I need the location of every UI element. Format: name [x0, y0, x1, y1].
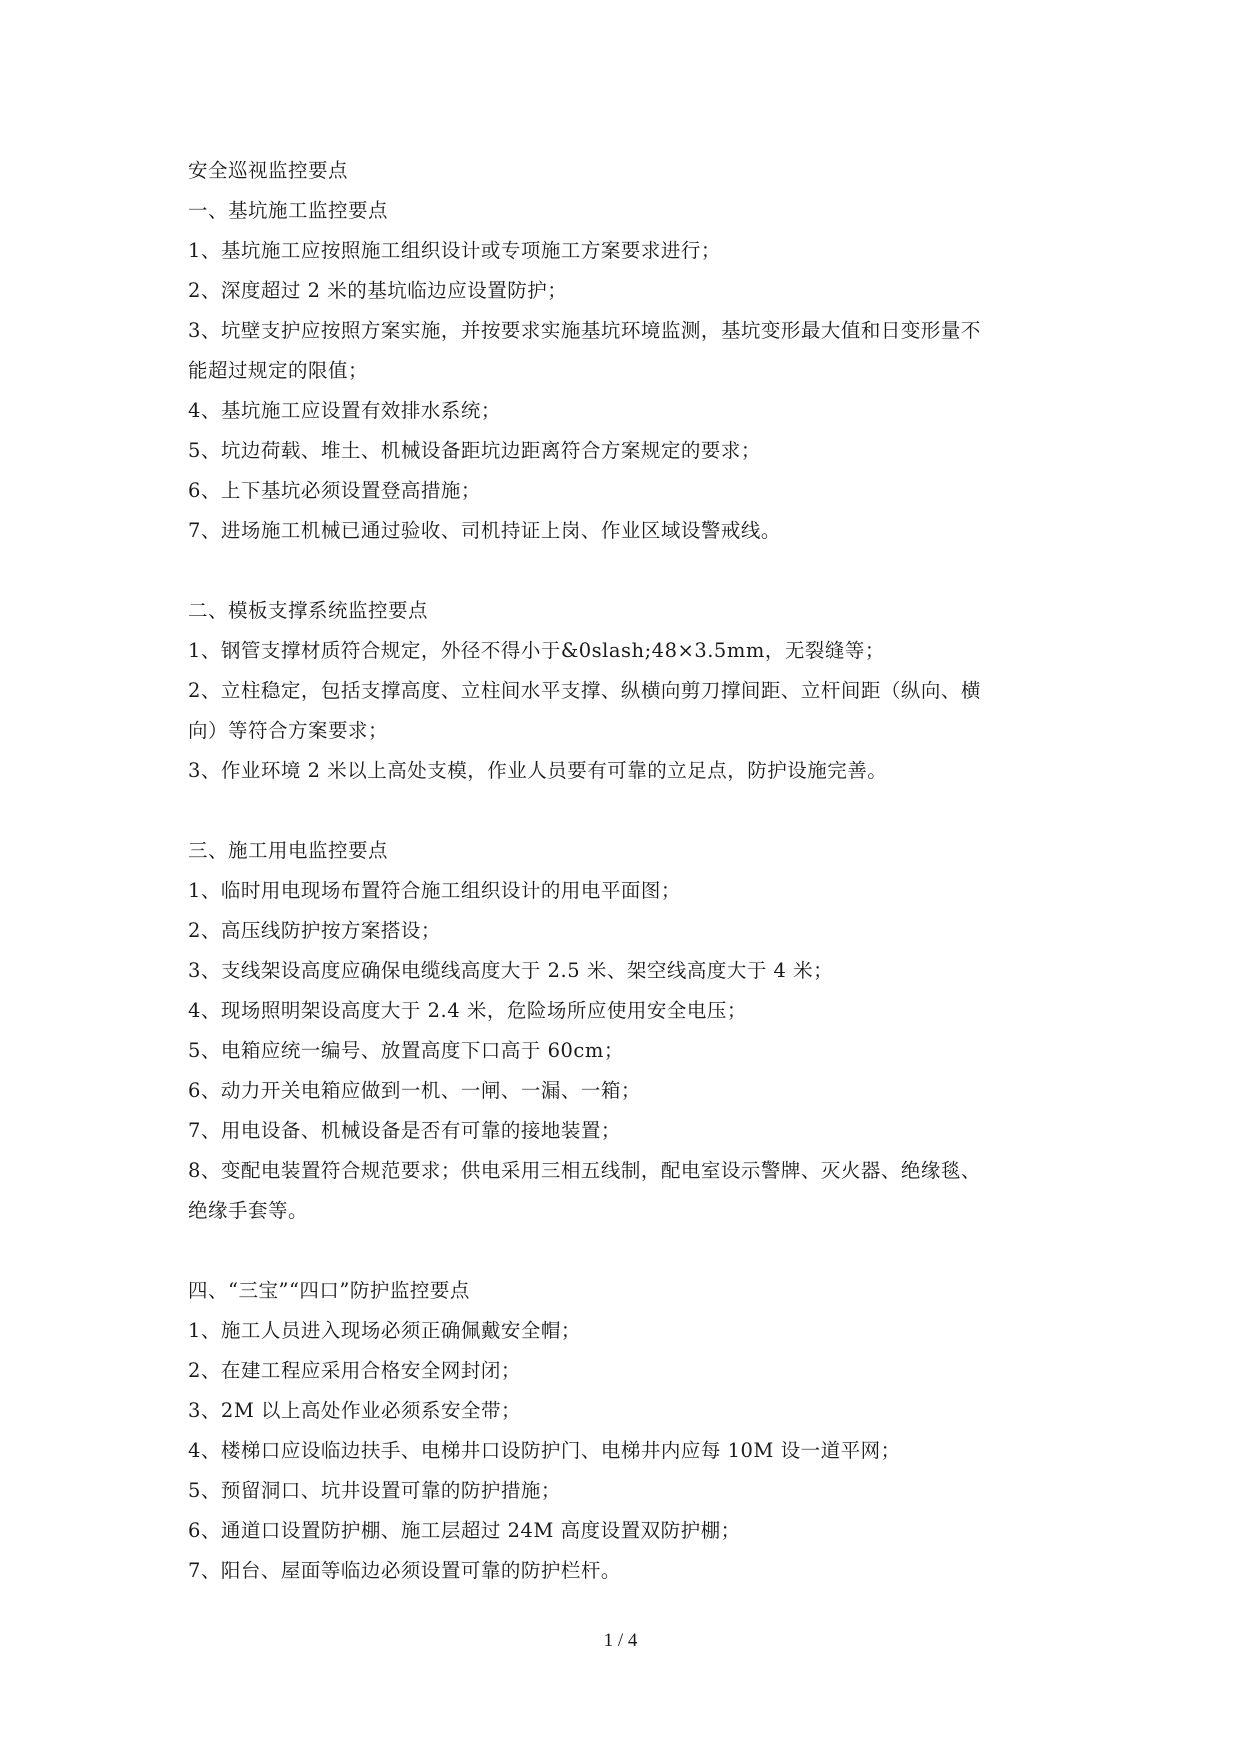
list-item: 5、预留洞口、坑井设置可靠的防护措施； — [188, 1479, 561, 1502]
list-item: 3、2M 以上高处作业必须系安全带； — [188, 1399, 521, 1422]
list-item: 6、通道口设置防护棚、施工层超过 24M 高度设置双防护棚； — [188, 1519, 741, 1542]
list-item-continuation: 向）等符合方案要求； — [188, 719, 389, 742]
list-item: 8、变配电装置符合规范要求；供电采用三相五线制，配电室设示警牌、灭火器、绝缘毯、 — [188, 1159, 981, 1182]
section-formwork-support — [188, 591, 1058, 791]
list-item-continuation: 绝缘手套等。 — [188, 1199, 309, 1222]
page-number: 1 / 4 — [603, 1630, 638, 1651]
list-item: 7、阳台、屋面等临边必须设置可靠的防护栏杆。 — [188, 1559, 621, 1582]
section-heading: 四、“三宝”“四口”防护监控要点 — [188, 1279, 470, 1302]
section-construction-electricity — [188, 831, 1058, 1231]
section-three-treasures-four-openings — [188, 1271, 1058, 1591]
list-item: 3、作业环境 2 米以上高处支模，作业人员要有可靠的立足点，防护设施完善。 — [188, 759, 888, 782]
list-item: 1、钢管支撑材质符合规定，外径不得小于&0slash;48×3.5mm，无裂缝等； — [188, 639, 885, 662]
section-heading: 一、基坑施工监控要点 — [188, 199, 389, 222]
section-spacer — [188, 551, 1058, 591]
list-item: 1、基坑施工应按照施工组织设计或专项施工方案要求进行； — [188, 239, 721, 262]
list-item: 6、动力开关电箱应做到一机、一闸、一漏、一箱； — [188, 1079, 641, 1102]
list-item: 6、上下基坑必须设置登高措施； — [188, 479, 481, 502]
list-item: 5、坑边荷载、堆土、机械设备距坑边距离符合方案规定的要求； — [188, 439, 761, 462]
list-item: 1、临时用电现场布置符合施工组织设计的用电平面图； — [188, 879, 681, 902]
section-spacer — [188, 1231, 1058, 1271]
list-item: 2、在建工程应采用合格安全网封闭； — [188, 1359, 521, 1382]
document-body — [188, 151, 1058, 1591]
list-item: 2、高压线防护按方案搭设； — [188, 919, 441, 942]
list-item: 4、楼梯口应设临边扶手、电梯井口设防护门、电梯井内应每 10M 设一道平网； — [188, 1439, 901, 1462]
list-item: 7、用电设备、机械设备是否有可靠的接地装置； — [188, 1119, 621, 1142]
list-item: 1、施工人员进入现场必须正确佩戴安全帽； — [188, 1319, 581, 1342]
list-item: 3、坑壁支护应按照方案实施，并按要求实施基坑环境监测，基坑变形最大值和日变形量不 — [188, 319, 981, 342]
section-foundation-pit — [188, 191, 1058, 551]
section-heading: 二、模板支撑系统监控要点 — [188, 599, 429, 622]
section-spacer — [188, 791, 1058, 831]
section-heading: 三、施工用电监控要点 — [188, 839, 389, 862]
list-item: 5、电箱应统一编号、放置高度下口高于 60cm； — [188, 1039, 624, 1062]
list-item: 4、基坑施工应设置有效排水系统； — [188, 399, 501, 422]
list-item: 3、支线架设高度应确保电缆线高度大于 2.5 米、架空线高度大于 4 米； — [188, 959, 834, 982]
list-item: 4、现场照明架设高度大于 2.4 米，危险场所应使用安全电压； — [188, 999, 747, 1022]
list-item-continuation: 能超过规定的限值； — [188, 359, 369, 382]
document-title: 安全巡视监控要点 — [188, 159, 349, 182]
list-item: 7、进场施工机械已通过验收、司机持证上岗、作业区域设警戒线。 — [188, 519, 781, 542]
list-item: 2、深度超过 2 米的基坑临边应设置防护； — [188, 279, 568, 302]
list-item: 2、立柱稳定，包括支撑高度、立柱间水平支撑、纵横向剪刀撑间距、立杆间距（纵向、横 — [188, 679, 981, 702]
